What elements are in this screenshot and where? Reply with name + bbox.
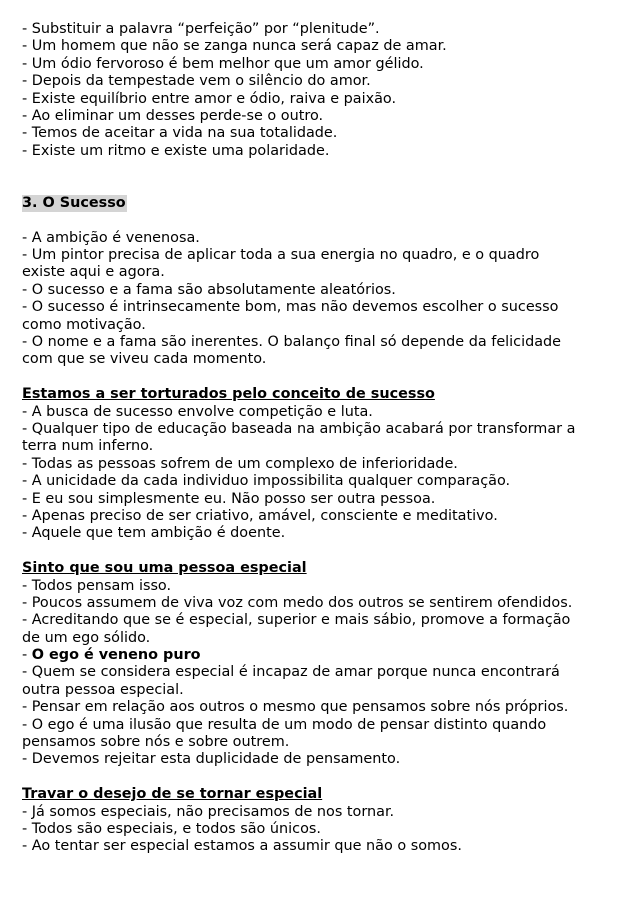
section-3-body: [22, 230, 622, 369]
list-item: - Todas as pessoas sofrem de um complexo de inferioridade.: [22, 455, 458, 472]
list-item: - Ao eliminar um desses perde-se o outro.: [22, 107, 324, 124]
list-item: - Depois da tempestade vem o silêncio do amor.: [22, 73, 371, 90]
section-heading: 3. O Sucesso: [22, 194, 126, 211]
list-item-continuation: existe aqui e agora.: [22, 264, 165, 281]
list-item: - A unicidade da cada individuo impossibilita qualquer comparação.: [22, 473, 511, 490]
section-heading-row: [22, 195, 622, 212]
document-page: [22, 21, 622, 856]
list-item: - O nome e a fama são inerentes. O balanço final só depende da felicidade: [22, 334, 562, 351]
list-item: - Qualquer tipo de educação baseada na ambição acabará por transformar a: [22, 421, 576, 437]
list-item: - Todos são especiais, e todos são únicos.: [22, 820, 321, 837]
list-item: - Temos de aceitar a vida na sua totalidade.: [22, 125, 338, 142]
spacer: [22, 543, 622, 560]
list-item: - Um ódio fervoroso é bem melhor que um amor gélido.: [22, 55, 424, 72]
list-item: - Devemos rejeitar esta duplicidade de pensamento.: [22, 751, 401, 768]
list-item: - Acreditando que se é especial, superior e mais sábio, promove a formação: [22, 612, 571, 629]
subsection-3-body: [22, 804, 622, 856]
list-item: - O sucesso é intrinsecamente bom, mas não devemos escolher o sucesso: [22, 299, 559, 316]
list-item-continuation: pensamos sobre nós e sobre outrem.: [22, 734, 290, 751]
subsection-heading: Travar o desejo de se tornar especial: [22, 786, 323, 803]
spacer: [22, 769, 622, 786]
list-item: - Aquele que tem ambição é doente.: [22, 525, 286, 542]
list-item: - Poucos assumem de viva voz com medo dos outros se sentirem ofendidos.: [22, 594, 573, 611]
list-item-continuation: de um ego sólido.: [22, 629, 151, 646]
spacer: [22, 160, 622, 195]
subsection-heading: Estamos a ser torturados pelo conceito de sucesso: [22, 386, 435, 403]
bold-statement: O ego é veneno puro: [31, 647, 201, 664]
subsection-heading-row: [22, 560, 622, 577]
list-item-bold: [22, 647, 622, 664]
list-item: - Pensar em relação aos outros o mesmo que pensamos sobre nós próprios.: [22, 699, 569, 716]
list-item-continuation: outra pessoa especial.: [22, 681, 184, 698]
subsection-heading-row: [22, 786, 622, 803]
list-block-1: [22, 21, 622, 160]
spacer: [22, 369, 622, 386]
subsection-heading: Sinto que sou uma pessoa especial: [22, 560, 307, 577]
list-item-continuation: como motivação.: [22, 316, 146, 333]
list-item: - Substituir a palavra “perfeição” por “plenitude”.: [22, 21, 380, 37]
list-item: - Apenas preciso de ser criativo, amável, consciente e meditativo.: [22, 507, 498, 524]
spacer: [22, 212, 622, 229]
list-item-continuation: com que se viveu cada momento.: [22, 351, 267, 368]
list-item: - Um pintor precisa de aplicar toda a sua energia no quadro, e o quadro: [22, 247, 540, 264]
subsection-2-body: [22, 578, 622, 769]
list-item: - Ao tentar ser especial estamos a assumir que não o somos.: [22, 838, 462, 855]
subsection-1-body: [22, 404, 622, 543]
list-item: - Todos pensam isso.: [22, 577, 172, 594]
list-item: - E eu sou simplesmente eu. Não posso ser outra pessoa.: [22, 490, 436, 507]
list-item: - Quem se considera especial é incapaz de amar porque nunca encontrará: [22, 664, 560, 681]
list-item: - O ego é uma ilusão que resulta de um modo de pensar distinto quando: [22, 716, 547, 733]
list-item: - O sucesso e a fama são absolutamente aleatórios.: [22, 281, 396, 298]
list-item: - Existe um ritmo e existe uma polaridade.: [22, 142, 330, 159]
list-item-prefix: -: [22, 647, 32, 664]
list-item: - Um homem que não se zanga nunca será capaz de amar.: [22, 38, 447, 55]
list-item: - Já somos especiais, não precisamos de nos tornar.: [22, 803, 395, 820]
list-item-continuation: terra num inferno.: [22, 438, 154, 455]
list-item: - Existe equilíbrio entre amor e ódio, raiva e paixão.: [22, 90, 397, 107]
list-item: - A busca de sucesso envolve competição e luta.: [22, 403, 373, 420]
list-item: - A ambição é venenosa.: [22, 229, 200, 246]
subsection-heading-row: [22, 386, 622, 403]
